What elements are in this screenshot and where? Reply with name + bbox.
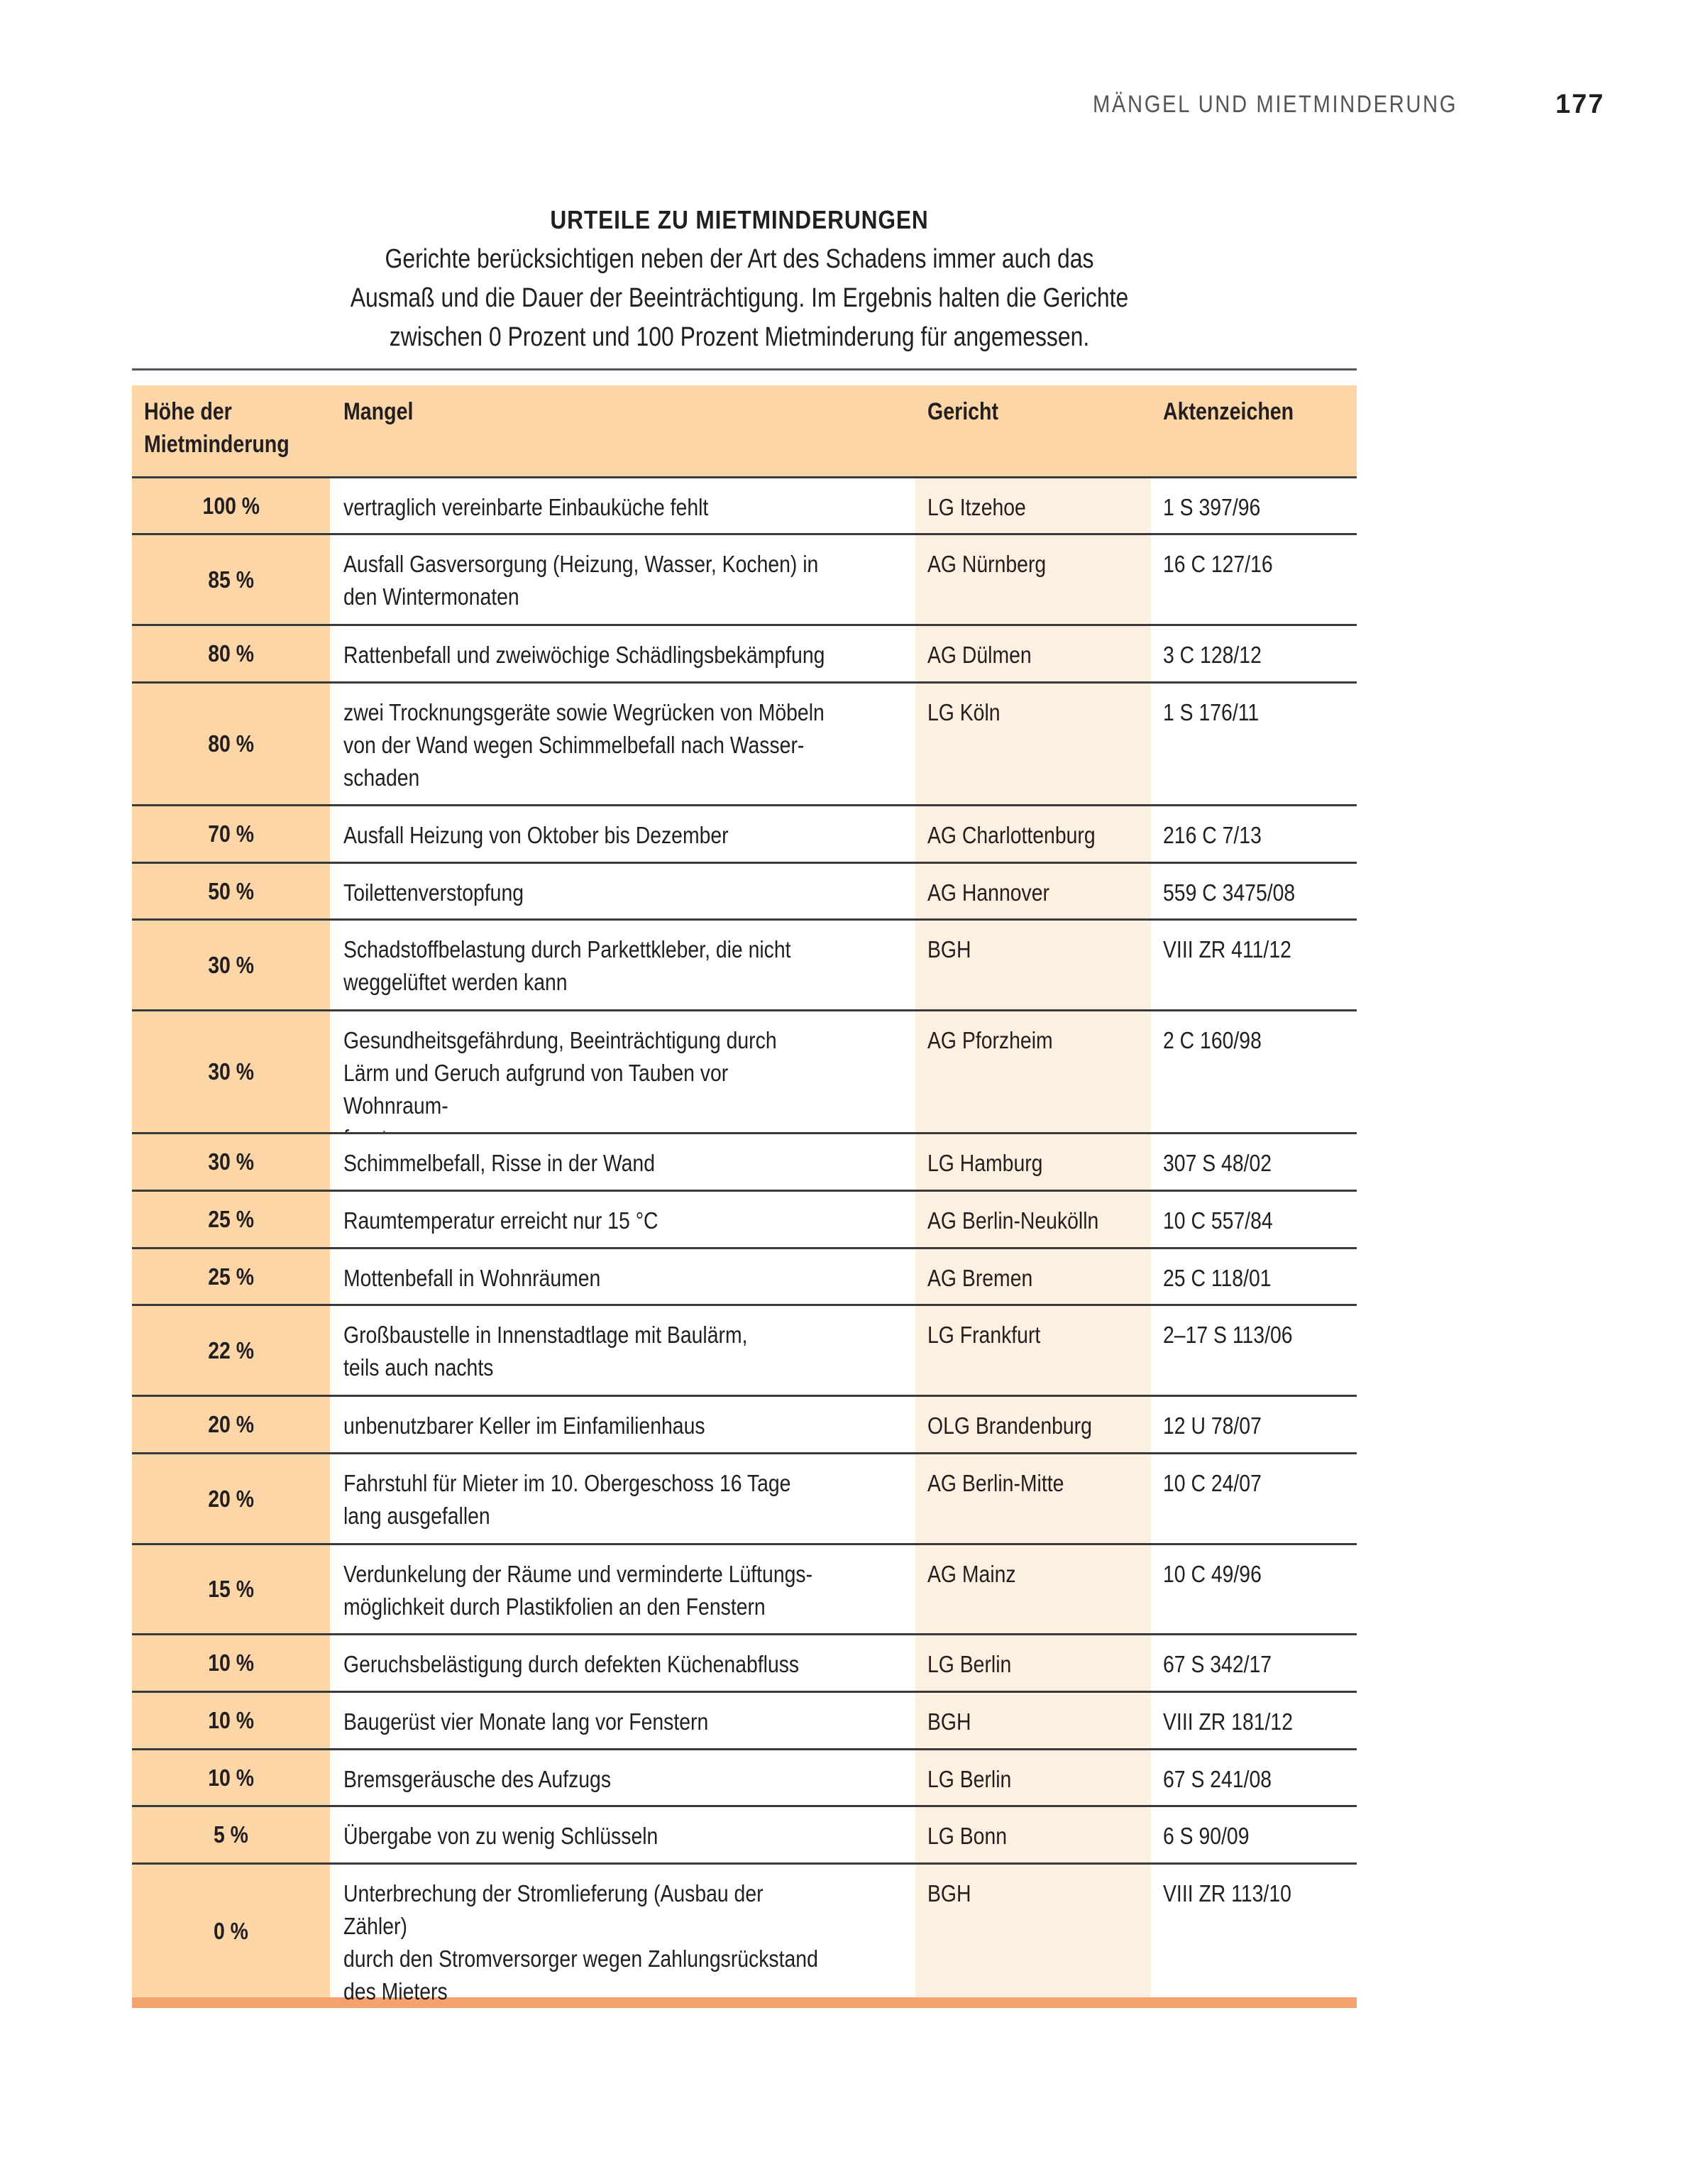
reduction-cell (132, 535, 330, 624)
defect-cell (330, 1865, 915, 2004)
defect-cell (330, 864, 915, 918)
defect-cell (330, 1192, 915, 1247)
court-cell-text: BGH (927, 936, 971, 962)
table-row (132, 918, 1357, 1009)
table-row (132, 862, 1357, 918)
defect-cell (330, 684, 915, 804)
reduction-cell (132, 684, 330, 804)
defect-cell-text: Großbaustelle in Innenstadtlage mit Baulärm, teils auch nachts (343, 1322, 748, 1381)
rent-reduction-table (132, 368, 1357, 2008)
defect-cell (330, 1249, 915, 1304)
table-row (132, 1633, 1357, 1691)
reduction-cell (132, 1750, 330, 1805)
case-number-cell (1151, 1306, 1357, 1395)
court-cell-text: OLG Brandenburg (927, 1412, 1092, 1439)
case-number-cell (1151, 1635, 1357, 1691)
reduction-cell (132, 864, 330, 918)
case-number-cell (1151, 1397, 1357, 1452)
defect-cell-text: unbenutzbarer Keller im Einfamilienhaus (343, 1412, 705, 1439)
table-row (132, 1805, 1357, 1862)
header-court-label: Gericht (927, 398, 998, 425)
court-cell-text: AG Berlin-Neukölln (927, 1207, 1099, 1234)
reduction-cell (132, 1693, 330, 1748)
page-number: 177 (1555, 89, 1605, 119)
defect-cell-text: Unterbrechung der Stromlieferung (Ausbau der Zähler) durch den Stromversorger wegen Zahlungsrückstand des Mieters (343, 1880, 818, 2004)
case-number-cell (1151, 1807, 1357, 1862)
reduction-cell-text: 10 % (208, 1764, 254, 1791)
court-cell-text: LG Hamburg (927, 1150, 1043, 1176)
header-defect (330, 385, 915, 476)
case-number-cell-text: 1 S 176/11 (1163, 699, 1260, 725)
court-cell-text: AG Hannover (927, 879, 1049, 906)
defect-cell (330, 626, 915, 681)
case-number-cell-text: 67 S 342/17 (1163, 1651, 1272, 1677)
case-number-cell (1151, 478, 1357, 533)
defect-cell-text: Schadstoffbelastung durch Parkettkleber, die nicht weggelüftet werden kann (343, 936, 791, 995)
table-title: URTEILE ZU MIETMINDERUNGEN (550, 205, 929, 234)
reduction-cell (132, 1807, 330, 1862)
defect-cell (330, 921, 915, 1009)
court-cell (915, 1865, 1151, 1997)
intro-line: Gerichte berücksichtigen neben der Art des Schadens immer auch das (385, 244, 1094, 274)
court-cell (915, 806, 1151, 862)
table-row (132, 1862, 1357, 2004)
table-body (132, 476, 1357, 2004)
court-cell-text: AG Nürnberg (927, 551, 1047, 577)
defect-cell (330, 1011, 915, 1132)
reduction-cell-text: 20 % (208, 1411, 254, 1437)
reduction-cell-text: 20 % (208, 1485, 254, 1512)
defect-cell-text: Ausfall Gasversorgung (Heizung, Wasser, Kochen) in den Wintermonaten (343, 551, 819, 610)
reduction-cell-text: 85 % (208, 566, 254, 593)
table-row (132, 1190, 1357, 1247)
table-row (132, 1395, 1357, 1452)
reduction-cell (132, 806, 330, 862)
court-cell (915, 921, 1151, 1009)
court-cell-text: LG Berlin (927, 1651, 1012, 1677)
court-cell (915, 684, 1151, 804)
court-cell (915, 1397, 1151, 1452)
court-cell-text: AG Pforzheim (927, 1027, 1053, 1053)
reduction-cell-text: 30 % (208, 1058, 254, 1085)
reduction-cell (132, 1545, 330, 1633)
reduction-cell-text: 10 % (208, 1707, 254, 1733)
case-number-cell-text: 25 C 118/01 (1163, 1265, 1272, 1291)
table-row (132, 1304, 1357, 1395)
reduction-cell (132, 1865, 330, 1997)
court-cell (915, 1807, 1151, 1862)
case-number-cell-text: 10 C 557/84 (1163, 1207, 1273, 1234)
running-head (1064, 91, 1703, 126)
defect-cell-text: Verdunkelung der Räume und verminderte Lüftungs- möglichkeit durch Plastikfolien an den Fenstern (343, 1561, 813, 1620)
case-number-cell (1151, 535, 1357, 624)
table-row (132, 681, 1357, 804)
defect-cell (330, 1635, 915, 1691)
case-number-cell-text: 12 U 78/07 (1163, 1412, 1262, 1439)
defect-cell (330, 1454, 915, 1543)
reduction-cell (132, 1011, 330, 1132)
intro-text (315, 240, 1164, 357)
case-number-cell (1151, 1545, 1357, 1633)
table-row (132, 533, 1357, 624)
reduction-cell (132, 921, 330, 1009)
case-number-cell-text: VIII ZR 411/12 (1163, 936, 1291, 962)
reduction-cell (132, 478, 330, 533)
header-case-number-label: Aktenzeichen (1163, 398, 1294, 425)
court-cell (915, 535, 1151, 624)
reduction-cell-text: 25 % (208, 1206, 254, 1232)
defect-cell-text: Fahrstuhl für Mieter im 10. Obergeschoss 16 Tage lang ausgefallen (343, 1470, 791, 1529)
court-cell-text: AG Bremen (927, 1265, 1033, 1291)
header-reduction (132, 385, 330, 476)
intro-box (234, 200, 1245, 357)
case-number-cell-text: VIII ZR 181/12 (1163, 1708, 1293, 1735)
case-number-cell (1151, 921, 1357, 1009)
defect-cell (330, 535, 915, 624)
defect-cell (330, 1134, 915, 1190)
defect-cell-text: vertraglich vereinbarte Einbauküche fehlt (343, 494, 709, 520)
defect-cell-text: Gesundheitsgefährdung, Beeinträchtigung durch Lärm und Geruch aufgrund von Tauben vor Wohnraum- (343, 1027, 777, 1119)
reduction-cell-text: 30 % (208, 1148, 254, 1175)
reduction-cell-text: 0 % (214, 1917, 248, 1944)
defect-cell-text: Übergabe von zu wenig Schlüsseln (343, 1823, 658, 1849)
reduction-cell (132, 1249, 330, 1304)
case-number-cell (1151, 1249, 1357, 1304)
header-court (915, 385, 1151, 476)
case-number-cell-text: 2 C 160/98 (1163, 1027, 1262, 1053)
defect-cell (330, 1807, 915, 1862)
court-cell-text: AG Mainz (927, 1561, 1016, 1587)
reduction-cell (132, 1134, 330, 1190)
case-number-cell (1151, 1454, 1357, 1543)
reduction-cell-text: 30 % (208, 951, 254, 978)
header-gap (132, 371, 1357, 385)
reduction-cell (132, 1454, 330, 1543)
reduction-cell-text: 70 % (208, 821, 254, 847)
table-row (132, 804, 1357, 862)
table-row (132, 476, 1357, 533)
case-number-cell (1151, 864, 1357, 918)
court-cell (915, 1249, 1151, 1304)
case-number-cell-text: 1 S 397/96 (1163, 494, 1261, 520)
court-cell (915, 1693, 1151, 1748)
table-row (132, 1748, 1357, 1805)
court-cell-text: BGH (927, 1880, 971, 1906)
defect-cell-text: Baugerüst vier Monate lang vor Fenstern (343, 1708, 709, 1735)
header-defect-label: Mangel (343, 398, 414, 425)
intro-line: Ausmaß und die Dauer der Beeinträchtigung. Im Ergebnis halten die Gerichte (350, 283, 1129, 313)
table-row (132, 1132, 1357, 1190)
defect-cell-text: Ausfall Heizung von Oktober bis Dezember (343, 822, 729, 848)
case-number-cell (1151, 1750, 1357, 1805)
reduction-cell-text: 80 % (208, 640, 254, 666)
reduction-cell-text: 80 % (208, 730, 254, 757)
case-number-cell-text: 307 S 48/02 (1163, 1150, 1272, 1176)
case-number-cell (1151, 1192, 1357, 1247)
case-number-cell (1151, 1693, 1357, 1748)
reduction-cell-text: 50 % (208, 877, 254, 904)
reduction-cell-text: 10 % (208, 1650, 254, 1676)
case-number-cell-text: 6 S 90/09 (1163, 1823, 1250, 1849)
header-case-number (1151, 385, 1357, 476)
reduction-cell (132, 1192, 330, 1247)
reduction-cell-text: 22 % (208, 1337, 254, 1363)
court-cell-text: BGH (927, 1708, 971, 1735)
court-cell (915, 1454, 1151, 1543)
court-cell-text: LG Itzehoe (927, 494, 1026, 520)
reduction-cell (132, 1306, 330, 1395)
case-number-cell (1151, 1011, 1357, 1132)
court-cell (915, 478, 1151, 533)
defect-cell (330, 1545, 915, 1633)
case-number-cell-text: 10 C 24/07 (1163, 1470, 1262, 1496)
defect-cell-text: Mottenbefall in Wohnräumen (343, 1265, 601, 1291)
case-number-cell (1151, 1865, 1357, 1997)
header-reduction-label: Höhe der Mietminderung (144, 398, 290, 458)
case-number-cell-text: 16 C 127/16 (1163, 551, 1273, 577)
case-number-cell-text: 216 C 7/13 (1163, 822, 1262, 848)
court-cell (915, 864, 1151, 918)
reduction-cell (132, 1635, 330, 1691)
case-number-cell (1151, 626, 1357, 681)
defect-cell-text: Schimmelbefall, Risse in der Wand (343, 1150, 656, 1176)
defect-cell-text: Rattenbefall und zweiwöchige Schädlingsbekämpfung (343, 642, 825, 668)
reduction-cell (132, 1397, 330, 1452)
case-number-cell (1151, 684, 1357, 804)
table-row (132, 1452, 1357, 1543)
court-cell-text: AG Charlottenburg (927, 822, 1096, 848)
defect-cell (330, 1397, 915, 1452)
case-number-cell-text: 67 S 241/08 (1163, 1766, 1272, 1792)
reduction-cell-text: 15 % (208, 1576, 254, 1602)
defect-cell (330, 806, 915, 862)
defect-cell-text: Raumtemperatur erreicht nur 15 °C (343, 1207, 658, 1234)
court-cell-text: LG Frankfurt (927, 1322, 1041, 1348)
defect-cell (330, 1750, 915, 1805)
reduction-cell-text: 100 % (202, 492, 260, 519)
court-cell-text: AG Berlin-Mitte (927, 1470, 1064, 1496)
defect-cell-text: Geruchsbelästigung durch defekten Küchenabfluss (343, 1651, 800, 1677)
case-number-cell-text: VIII ZR 113/10 (1163, 1880, 1291, 1906)
court-cell-text: AG Dülmen (927, 642, 1032, 668)
table-row (132, 1691, 1357, 1748)
intro-line: zwischen 0 Prozent und 100 Prozent Mietminderung für angemessen. (389, 322, 1090, 352)
defect-cell-text: Toilettenverstopfung (343, 879, 524, 906)
defect-cell (330, 478, 915, 533)
court-cell (915, 1011, 1151, 1132)
court-cell-text: LG Berlin (927, 1766, 1012, 1792)
table-row (132, 1543, 1357, 1633)
case-number-cell-text: 559 C 3475/08 (1163, 879, 1296, 906)
table-row (132, 624, 1357, 681)
case-number-cell (1151, 1134, 1357, 1190)
court-cell-text: LG Köln (927, 699, 1001, 725)
court-cell-text: LG Bonn (927, 1823, 1008, 1849)
court-cell (915, 1306, 1151, 1395)
case-number-cell-text: 3 C 128/12 (1163, 642, 1262, 668)
case-number-cell-text: 2–17 S 113/06 (1163, 1322, 1293, 1348)
defect-cell (330, 1306, 915, 1395)
reduction-cell-text: 25 % (208, 1263, 254, 1290)
case-number-cell (1151, 806, 1357, 862)
court-cell (915, 1545, 1151, 1633)
reduction-cell (132, 626, 330, 681)
reduction-cell-text: 5 % (214, 1821, 248, 1848)
court-cell (915, 1134, 1151, 1190)
court-cell (915, 1192, 1151, 1247)
section-title: MÄNGEL UND MIETMINDERUNG (1093, 91, 1458, 118)
court-cell (915, 1750, 1151, 1805)
table-row (132, 1009, 1357, 1132)
table-row (132, 1247, 1357, 1304)
case-number-cell-text: 10 C 49/96 (1163, 1561, 1262, 1587)
court-cell (915, 1635, 1151, 1691)
court-cell (915, 626, 1151, 681)
defect-cell-text: Bremsgeräusche des Aufzugs (343, 1766, 612, 1792)
defect-cell-text: zwei Trocknungsgeräte sowie Wegrücken von Möbeln von der Wand wegen Schimmelbefall nach Wasser- schaden (343, 699, 825, 791)
table-header (132, 385, 1357, 476)
defect-cell (330, 1693, 915, 1748)
